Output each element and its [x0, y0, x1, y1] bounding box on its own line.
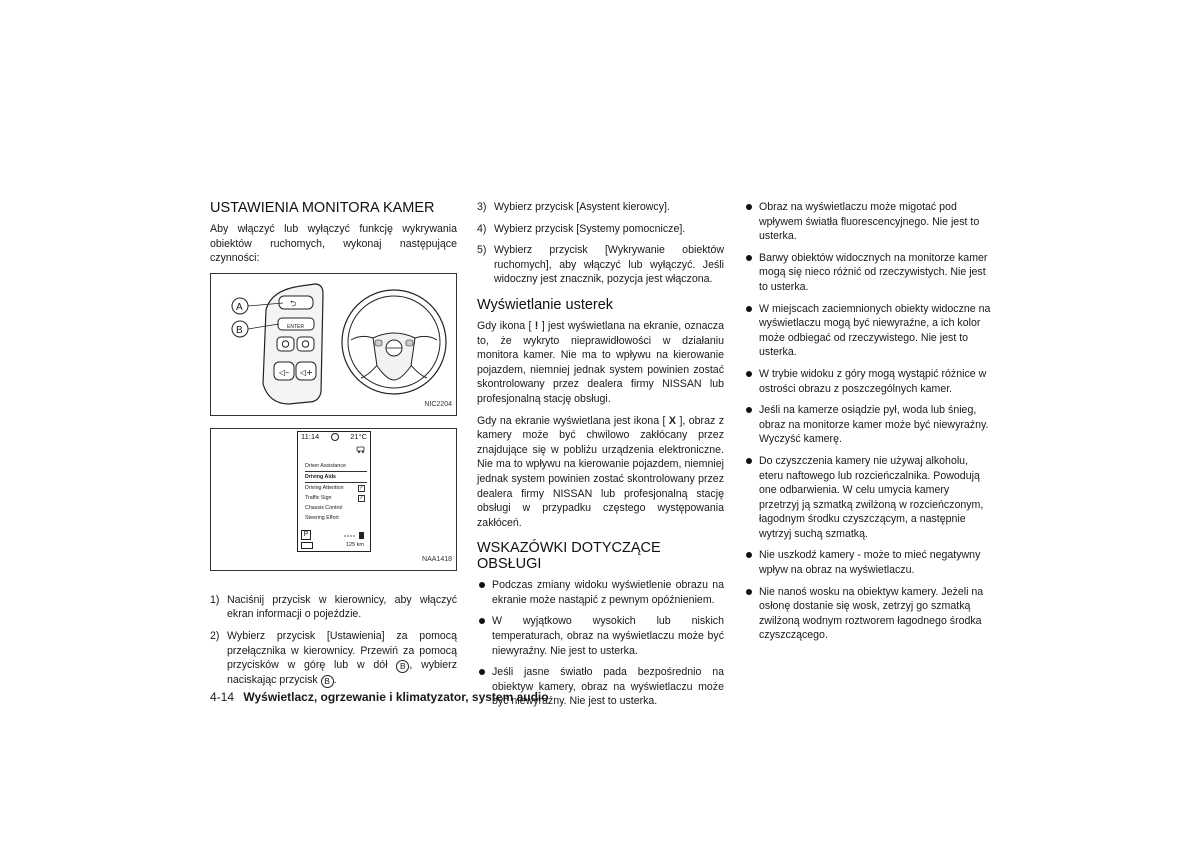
page-number: 4-14: [210, 690, 235, 704]
step-1: 1) Naciśnij przycisk w kierownicy, aby włączyć ekran informacji o pojeździe.: [210, 593, 457, 621]
tip-item: Jeśli na kamerze osiądzie pył, woda lub śnieg, obraz na monitorze kamer może być niewyraźny. Wyczyść kamerę.: [744, 403, 992, 447]
steering-switch-illustration: [211, 274, 456, 415]
x-icon: X: [665, 414, 680, 427]
tip-item: W wyjątkowo wysokich lub niskich temperaturach, obraz na wyświetlaczu może być niewyraźny. Nie jest to usterka.: [477, 614, 724, 658]
bullet-icon: [744, 403, 759, 447]
menu-item-driving-attention: Driving Attention ✓: [305, 484, 364, 491]
tip-item: Nie nanoś wosku na obiektyw kamery. Jeżeli na osłonę dostanie się wosk, zetrzyj go szmatką zwilżoną wodnym roztworem łagodnego środka czyszczącego.: [744, 585, 992, 643]
back-button-glyph: ⮌: [290, 298, 297, 308]
bullet-icon: [477, 614, 492, 658]
svg-text:◁+: ◁+: [300, 367, 313, 377]
chapter-title: Wyświetlacz, ogrzewanie i klimatyzator, system audio: [243, 690, 549, 704]
step-4: 4) Wybierz przycisk [Systemy pomocnicze].: [477, 222, 686, 235]
menu-item-chassis-control: Chassis Control: [305, 504, 343, 511]
tip-item: Barwy obiektów widocznych na monitorze kamer mogą się nieco różnić od rzeczywistych. Nie jest to usterka.: [744, 251, 992, 295]
display-figure: [210, 428, 457, 571]
car-settings-icon: [356, 444, 366, 454]
bullet-icon: [477, 578, 492, 607]
callout-b-icon: B: [321, 675, 334, 688]
steering-wheel-figure: [210, 273, 457, 416]
column-3: [744, 200, 992, 650]
checkbox-icon: ✓: [359, 484, 364, 491]
fault-paragraph-1: Gdy ikona [ ! ] jest wyświetlana na ekranie, oznacza to, że wykryto nieprawidłowości w działaniu monitora kamer. Nie ma to wpływu na kierowanie pojazdem, niemniej jednak system powinien zostać skontrolowany przez dealera firmy NISSAN lub profesjonalną stację obsługi.: [477, 319, 724, 405]
menu-item-steering-effort: Steering Effort: [305, 514, 339, 521]
callout-b: B: [236, 324, 243, 336]
menu-item-driver-assistance: Driver Assistance: [305, 461, 367, 472]
column-2: [477, 200, 724, 716]
fault-paragraph-2: Gdy na ekranie wyświetlana jest ikona [ X ], obraz z kamery może być chwilowo zakłócany przez znajdujące się w pobliżu urządzenia elektroniczne. Nie ma to wpływu na kierowanie pojazdem, niemniej jednak system powinien zostać skontrolowany przez dealera firmy NISSAN lub profesjonalną stację obsługi w przypadku częstego występowania zakłóceń.: [477, 414, 725, 529]
fuel-gauge-icon: [344, 531, 366, 539]
tip-item: Obraz na wyświetlaczu może migotać pod wpływem światła fluorescencyjnego. Nie jest to usterka.: [744, 200, 992, 244]
step-5: 5) Wybierz przycisk [Wykrywanie obiektów ruchomych], aby włączyć lub wyłączyć. Jeśli widoczny jest znacznik, pozycja jest włączona.: [477, 244, 724, 286]
range-readout: 125 km: [345, 541, 364, 548]
tip-item: W miejscach zaciemnionych obiekty widoczne na wyświetlaczu mogą być niewyraźne, a ich kolor może odbiegać od rzeczywistego. Nie jest to usterka.: [744, 302, 992, 360]
subheading-tips: WSKAZÓWKI DOTYCZĄCE OBSŁUGI: [477, 540, 661, 573]
bullet-icon: [744, 302, 759, 360]
odometer-icon: [301, 542, 313, 549]
bullet-icon: [744, 548, 759, 577]
tip-item: Jeśli jasne światło pada bezpośrednio na obiektyw kamery, obraz na wyświetlaczu może być niewyraźny. Nie jest to usterka.: [477, 665, 724, 709]
tip-item: Nie uszkodź kamery - może to mieć negatywny wpływ na obraz na wyświetlaczu.: [744, 548, 992, 577]
step-3: 3) Wybierz przycisk [Asystent kierowcy].: [477, 201, 670, 213]
figure-code: NIC2204: [424, 401, 452, 409]
callout-a: A: [236, 301, 243, 313]
gear-indicator: P: [301, 530, 311, 540]
intro-paragraph: Aby włączyć lub wyłączyć funkcję wykrywania obiektów ruchomych, wykonaj następujące czynności:: [210, 223, 457, 265]
tip-item: Do czyszczenia kamery nie używaj alkoholu, eteru naftowego lub rozcieńczalnika. Powodują one odbarwienia. W celu umycia kamery przetrzyj ją szmatką zwilżoną w rozcieńczonym, łagodnym środku czyszczącym, a następnie wytrzyj suchą szmatką.: [744, 454, 992, 542]
enter-button-label: ENTER: [287, 323, 304, 330]
tip-item: Podczas zmiany widoku wyświetlenie obrazu na ekranie może nastąpić z pewnym opóźnieniem.: [477, 578, 724, 607]
bullet-icon: [744, 200, 759, 244]
step-2: 2) Wybierz przycisk [Ustawienia] za pomocą przełącznika w kierownicy. Przewiń za pomocą przycisków w górę lub w dół B , wybierz naciskając przycisk B .: [210, 629, 457, 687]
vehicle-info-screen: [297, 431, 371, 552]
tip-item: W trybie widoku z góry mogą wystąpić różnice w ostrości obrazu z poszczególnych kamer.: [744, 367, 992, 396]
figure-code: NAA1418: [422, 556, 452, 564]
page-footer: [210, 690, 549, 704]
column-1: [210, 200, 457, 695]
bullet-icon: [744, 251, 759, 295]
screen-temp: 21°C: [350, 431, 367, 441]
screen-time: 11:14: [301, 431, 320, 441]
menu-item-traffic-sign: Traffic Sign ✓: [305, 494, 364, 501]
bullet-icon: [744, 367, 759, 396]
bullet-icon: [744, 454, 759, 542]
warning-icon: !: [531, 319, 542, 332]
menu-item-driving-aids: Driving Aids: [305, 472, 367, 483]
bullet-icon: [744, 585, 759, 643]
checkbox-icon: ✓: [359, 494, 364, 501]
screen-menu: [305, 461, 367, 523]
subheading-faults: Wyświetlanie usterek: [477, 296, 614, 313]
section-heading: USTAWIENIA MONITORA KAMER: [210, 200, 435, 216]
callout-b-icon: B: [396, 660, 409, 673]
svg-text:◁–: ◁–: [279, 367, 290, 377]
clock-icon: [331, 433, 339, 441]
